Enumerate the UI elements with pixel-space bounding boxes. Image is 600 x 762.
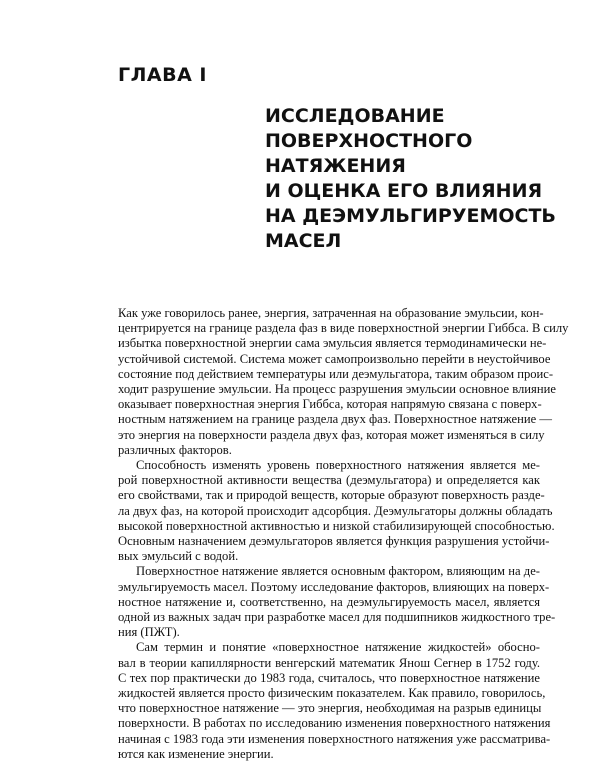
text-line: что поверхностное натяжение — это энергия, необходимая на разрыв единицы — [118, 701, 542, 716]
chapter-title-line: ПОВЕРХНОСТНОГО — [265, 130, 473, 152]
text-line: жидкостей является просто физическим показателем. Как правило, говорилось, — [118, 686, 546, 701]
body-text — [118, 306, 569, 762]
text-line: это энергия на поверхности раздела двух фаз, которая может изменяться в силу — [118, 427, 545, 442]
text-line: эмульгируемость масел. Поэтому исследование факторов, влияющих на поверх- — [118, 579, 550, 594]
text-line: состояние под действием температуры или деэмульгатора, таким образом проис- — [118, 366, 554, 381]
paragraph-4 — [118, 640, 551, 762]
chapter-title-line: МАСЕЛ — [265, 230, 342, 252]
chapter-title — [265, 104, 556, 254]
chapter-title-line: НАТЯЖЕНИЯ — [265, 155, 406, 177]
chapter-title-line: ИССЛЕДОВАНИЕ — [265, 105, 445, 127]
text-line: Основным назначением деэмульгаторов является функция разрушения устойчи- — [118, 534, 550, 549]
text-line: избытка поверхностной энергии сама эмульсия является термодинамически не- — [118, 336, 547, 351]
paragraph-3 — [118, 564, 556, 640]
text-line: ния (ПЖТ). — [118, 625, 180, 640]
text-line: оказывает поверхностная энергия Гиббса, которая напрямую связана с поверх- — [118, 397, 542, 412]
text-line: Поверхностное натяжение является основным фактором, влияющим на де- — [136, 564, 540, 579]
paragraph-1 — [118, 306, 569, 458]
text-line: ла двух фаз, на которой происходит адсорбция. Деэмульгаторы должны обладать — [118, 503, 553, 518]
text-line: ностное натяжение и, соответственно, на деэмульгируемость масел, является — [118, 594, 540, 609]
chapter-label: ГЛАВА I — [118, 64, 207, 86]
text-line: Способность изменять уровень поверхностного натяжения является ме- — [136, 458, 540, 473]
text-line: поверхности. В работах по исследованию изменения поверхностного натяжения — [118, 716, 551, 731]
text-line: высокой поверхностной активностью и низкой стабилизирующей способностью. — [118, 518, 555, 533]
text-line: Сам термин и понятие «поверхностное натяжение жидкостей» обосно- — [136, 640, 540, 655]
text-line: устойчивой системой. Система может самопроизвольно перейти в неустойчивое — [118, 351, 551, 366]
paragraph-2 — [118, 458, 555, 564]
text-line: начиная с 1983 года эти изменения поверхностного натяжения уже рассматрива- — [118, 731, 551, 746]
text-line: центрируется на границе раздела фаз в виде поверхностной энергии Гиббса. В силу — [118, 321, 569, 336]
text-line: вых эмульсий с водой. — [118, 549, 239, 564]
text-line: одной из важных задач при разработке масел для подшипников жидкостного тре- — [118, 610, 556, 625]
text-line: ходит разрушение эмульсии. На процесс разрушения эмульсии основное влияние — [118, 382, 556, 397]
chapter-title-line: И ОЦЕНКА ЕГО ВЛИЯНИЯ — [265, 180, 543, 202]
text-line: его свойствами, так и природой веществ, которые образуют поверхность разде- — [118, 488, 545, 503]
text-line: вал в теории капиллярности венгерский математик Янош Сегнер в 1752 году. — [118, 655, 540, 670]
text-line: рой поверхностной активности вещества (деэмульгатора) и определяется как — [118, 473, 540, 488]
text-line: С тех пор практически до 1983 года, считалось, что поверхностное натяжение — [118, 670, 540, 685]
text-line: различных факторов. — [118, 442, 232, 457]
text-line: ностным натяжением на границе раздела двух фаз. Поверхностное натяжение — — [118, 412, 552, 427]
text-line: ются как изменение энергии. — [118, 746, 274, 761]
chapter-title-line: НА ДЕЭМУЛЬГИРУЕМОСТЬ — [265, 205, 556, 227]
text-line: Как уже говорилось ранее, энергия, затраченная на образование эмульсии, кон- — [118, 306, 544, 320]
